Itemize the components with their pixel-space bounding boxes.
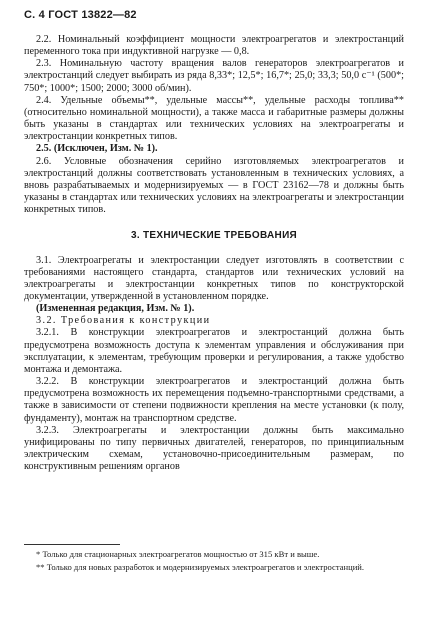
paragraph-3-2-3: 3.2.3. Электроагрегаты и электростанции должны быть максимально унифицированы по типу первичных двигателей, генераторов, по принципиальным электрическим схемам, установочно-присоединительным размерам, по конструктивным решениям органов (24, 424, 404, 473)
footnote-1: * Только для стационарных электроагрегатов мощностью от 315 кВт и выше. (36, 549, 320, 559)
paragraph-2-2: 2.2. Номинальный коэффициент мощности электроагрегатов и электростанций переменного тока при индуктивной нагрузке — 0,8. (24, 34, 404, 58)
amendment-note: (Измененная редакция, Изм. № 1). (36, 303, 195, 315)
paragraph-2-5: 2.5. (Исключен, Изм. № 1). (36, 143, 158, 155)
document-body (24, 34, 404, 473)
paragraph-2-4: 2.4. Удельные объемы**, удельные массы**, удельные расходы топлива** (относительно номинальной мощности), а также масса и габаритные размеры должны быть указаны в стандартах или технических условиях на электроагрегаты и электростанции конкретных типов. (24, 94, 404, 143)
paragraph-3-2-2: 3.2.2. В конструкции электроагрегатов и электростанций должна быть предусмотрена возможность их перемещения подъемно-транспортными средствами, а также в зависимости от степени подвижности крепления на месте установки (к полу, фундаменту), монтаж на транспортном средстве. (24, 376, 404, 424)
paragraph-3-2: 3.2. Требования к конструкции (36, 315, 211, 327)
page-header: С. 4 ГОСТ 13822—82 (24, 9, 137, 21)
paragraph-2-6: 2.6. Условные обозначения серийно изготовляемых электроагрегатов и электростанций должны соответствовать установленным в технических условиях, а вновь разрабатываемых и модернизируемых — в ГОСТ 23162—78 и должны быть указаны в стандартах или технических условиях на электроагрегаты и электростанции конкретных типов. (24, 155, 404, 216)
footnote-divider (24, 544, 120, 545)
paragraph-3-1: 3.1. Электроагрегаты и электростанции следует изготовлять в соответствии с требованиями настоящего стандарта, стандартов или технических условий на электроагрегаты и электростанции конкретных типов по конструкторской документации, утвержденной в установленном порядке. (24, 254, 404, 302)
section-3-title: 3. ТЕХНИЧЕСКИЕ ТРЕБОВАНИЯ (130, 230, 298, 242)
footnote-2: ** Только для новых разработок и модернизируемых электроагрегатов и электростанций. (36, 561, 365, 572)
paragraph-2-3: 2.3. Номинальную частоту вращения валов генераторов электроагрегатов и электростанций следует выбирать из ряда 8,33*; 12,5*; 16,7*; 25,0; 33,3; 50,0 с⁻¹ (500*; 750*; 1000*; 1500; 2000; 3000 об/мин). (24, 58, 404, 94)
footnotes (24, 549, 404, 574)
paragraph-3-2-1: 3.2.1. В конструкции электроагрегатов и электростанций должна быть предусмотрена возможность доступа к элементам управления и обслуживания при эксплуатации, к элементам, требующим проверки и регулирования, а также удобство монтажа и демонтажа. (24, 327, 404, 375)
